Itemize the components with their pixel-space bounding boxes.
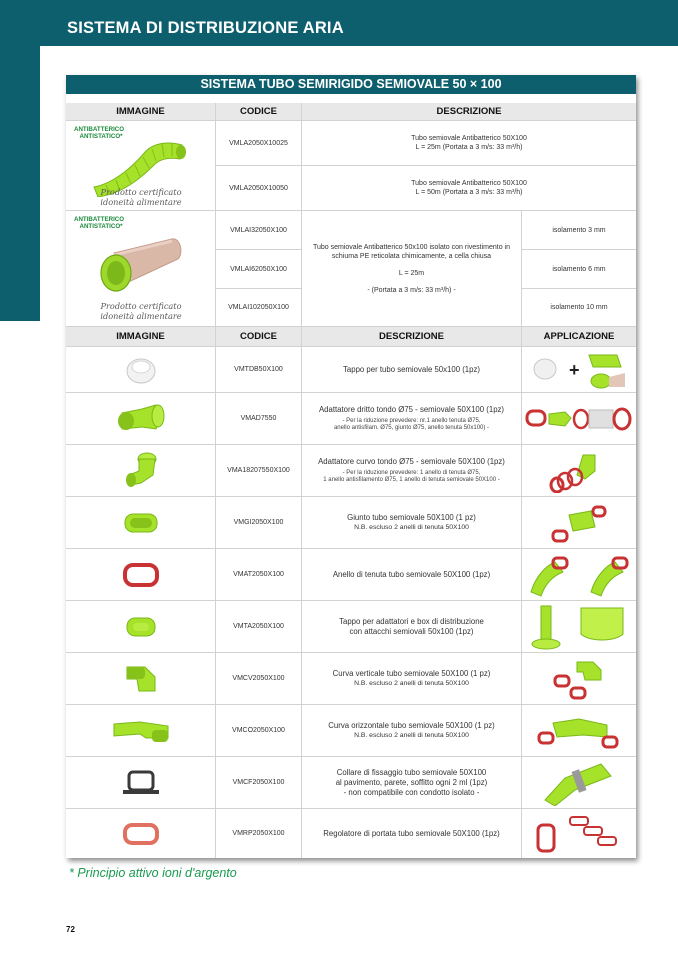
straight-adapter-icon <box>116 399 166 439</box>
product-code: VMCV2050X100 <box>216 653 302 705</box>
distribution-box-icon <box>529 604 629 650</box>
col-header-code: CODICE <box>216 103 302 121</box>
insulated-description: Tubo semiovale Antibatterico 50x100 isolato con rivestimento in schiuma PE reticolata chimicamente, a cella chiusa L = 25m - (Portata a 3 m/s: 33 m³/h) - <box>302 211 522 327</box>
product-description: Tappo per tubo semiovale 50x100 (1pz) <box>302 347 522 393</box>
fixing-collar-application-icon <box>539 760 619 806</box>
application-image-cell <box>522 393 636 445</box>
product-image-cell <box>66 549 216 601</box>
curved-adapter-kit-icon <box>549 449 609 493</box>
product-code: VMAT2050X100 <box>216 549 302 601</box>
product-code: VMCO2050X100 <box>216 705 302 757</box>
product-image-cell <box>66 211 216 327</box>
sealing-ring-kit-icon <box>525 552 633 598</box>
product-description: Regolatore di portata tubo semiovale 50X100 (1pz) <box>302 809 522 858</box>
product-code: VMLAI32050X100 <box>216 211 302 250</box>
food-certification-label: Prodotto certificato idoneità alimentare <box>100 301 182 321</box>
product-code: VMLA2050X10050 <box>216 166 302 211</box>
flow-regulator-icon <box>121 821 161 847</box>
product-code: VMA18207550X100 <box>216 445 302 497</box>
product-description: Adattatore curvo tondo Ø75 - semiovale 50X100 (1pz) - Per la riduzione prevedere: 1 anello di tenuta Ø75, 1 anello antisfilamento Ø75, 1 anello di tenuta semiovale 50X100 - <box>302 445 522 497</box>
adapter-kit-icon <box>525 404 633 434</box>
application-image-cell <box>522 497 636 549</box>
col-header-description: DESCRIZIONE <box>302 327 522 347</box>
product-image-cell <box>66 705 216 757</box>
end-cap-icon <box>121 353 161 387</box>
insulated-hose-icon <box>94 233 184 297</box>
product-description: Curva verticale tubo semiovale 50X100 (1 pz) N.B. escluso 2 anelli di tenuta 50X100 <box>302 653 522 705</box>
cap-application-icon <box>529 349 629 391</box>
insulation-thickness: isolamento 3 mm <box>522 211 636 250</box>
product-image-cell <box>66 393 216 445</box>
col-header-image: IMMAGINE <box>66 103 216 121</box>
col-header-description: DESCRIZIONE <box>302 103 636 121</box>
application-image-cell <box>522 809 636 858</box>
application-image-cell <box>522 601 636 653</box>
application-image-cell <box>522 653 636 705</box>
product-image-cell <box>66 121 216 211</box>
vertical-curve-kit-icon <box>549 656 609 702</box>
catalog-sheet <box>66 75 636 858</box>
svg-text:+: + <box>569 359 580 380</box>
product-code: VMGI2050X100 <box>216 497 302 549</box>
page-number: 72 <box>66 925 75 934</box>
application-image-cell <box>522 705 636 757</box>
horizontal-curve-kit-icon <box>537 711 621 751</box>
product-code: VMLAI62050X100 <box>216 250 302 289</box>
adapter-cap-icon <box>123 612 159 642</box>
insulation-thickness: isolamento 6 mm <box>522 250 636 289</box>
product-image-cell <box>66 445 216 497</box>
side-band <box>0 46 40 321</box>
application-image-cell <box>522 757 636 809</box>
product-description: Collare di fissaggio tubo semiovale 50X100 al pavimento, parete, soffitto ogni 2 ml (1pz) - non compatibile con condotto isolato - <box>302 757 522 809</box>
product-image-cell <box>66 497 216 549</box>
product-code: VMCF2050X100 <box>216 757 302 809</box>
section-title: SISTEMA TUBO SEMIRIGIDO SEMIOVALE 50 × 100 <box>66 75 636 94</box>
fixing-collar-icon <box>121 768 161 798</box>
product-code: VMLA2050X10025 <box>216 121 302 166</box>
curved-adapter-icon <box>121 449 161 493</box>
joint-icon <box>121 508 161 538</box>
joint-kit-icon <box>549 501 609 545</box>
antibacterial-badge: ANTIBATTERICO ANTISTATICO* <box>74 126 125 140</box>
product-description: Giunto tubo semiovale 50X100 (1 pz) N.B. escluso 2 anelli di tenuta 50X100 <box>302 497 522 549</box>
product-description: Tubo semiovale Antibatterico 50X100 L = 25m (Portata a 3 m/s: 33 m³/h) <box>302 121 636 166</box>
horizontal-curve-icon <box>110 716 172 746</box>
col-header-application: APPLICAZIONE <box>522 327 636 347</box>
product-image-cell <box>66 601 216 653</box>
antibacterial-badge: ANTIBATTERICO ANTISTATICO* <box>74 216 125 230</box>
product-code: VMRP2050X100 <box>216 809 302 858</box>
col-header-image: IMMAGINE <box>66 327 216 347</box>
sealing-ring-icon <box>121 560 161 590</box>
product-description: Adattatore dritto tondo Ø75 - semiovale 50X100 (1pz) - Per la riduzione prevedere: nr.1 anello tenuta Ø75, anello antisfilam. Ø75, giunto Ø75, anello tenuta 50x100) - <box>302 393 522 445</box>
product-description: Tappo per adattatori e box di distribuzione con attacchi semiovali 50x100 (1pz) <box>302 601 522 653</box>
product-code: VMTA2050X100 <box>216 601 302 653</box>
product-image-cell <box>66 653 216 705</box>
product-code: VMAD7550 <box>216 393 302 445</box>
page-title: SISTEMA DI DISTRIBUZIONE ARIA <box>67 19 344 37</box>
product-image-cell <box>66 347 216 393</box>
vertical-curve-icon <box>121 661 161 697</box>
col-header-code: CODICE <box>216 327 302 347</box>
application-image-cell <box>522 347 636 393</box>
product-description: Curva orizzontale tubo semiovale 50X100 (1 pz) N.B. escluso 2 anelli di tenuta 50X100 <box>302 705 522 757</box>
application-image-cell <box>522 549 636 601</box>
application-image-cell <box>522 445 636 497</box>
product-code: VMTDB50X100 <box>216 347 302 393</box>
product-image-cell <box>66 809 216 858</box>
product-image-cell <box>66 757 216 809</box>
product-description: Tubo semiovale Antibatterico 50X100 L = 50m (Portata a 3 m/s: 33 m³/h) <box>302 166 636 211</box>
footnote: * Principio attivo ioni d'argento <box>69 866 237 880</box>
food-certification-label: Prodotto certificato idoneità alimentare <box>100 187 182 207</box>
product-description: Anello di tenuta tubo semiovale 50X100 (1pz) <box>302 549 522 601</box>
product-code: VMLAI102050X100 <box>216 289 302 327</box>
flow-regulator-kit-icon <box>534 813 624 855</box>
insulation-thickness: isolamento 10 mm <box>522 289 636 327</box>
